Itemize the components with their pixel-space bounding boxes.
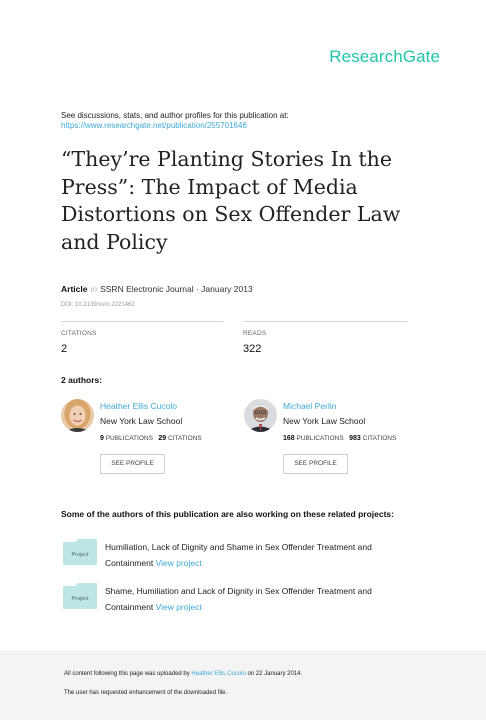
- citations-value: 2: [61, 343, 68, 355]
- citations-label: CITATIONS: [61, 330, 97, 337]
- upload-prefix: All content following this page was uploaded by: [64, 671, 190, 677]
- author-publications-count: 168: [283, 435, 295, 442]
- see-profile-button[interactable]: SEE PROFILE: [100, 454, 165, 474]
- reads-value: 322: [243, 343, 262, 355]
- project-icon-label: Project: [71, 552, 89, 558]
- related-project: [63, 583, 423, 617]
- author-citations-count: 29: [158, 435, 167, 442]
- author-avatar[interactable]: [244, 399, 277, 432]
- publication-link[interactable]: https://www.researchgate.net/publication/255701646: [61, 121, 247, 130]
- citations-divider: [61, 321, 223, 322]
- project-title: Humiliation, Lack of Dignity and Shame in Sex Offender Treatment and Containment: [105, 542, 372, 568]
- reads-divider: [243, 321, 407, 322]
- discussion-note: [61, 111, 289, 131]
- author-publications-count: 9: [100, 435, 104, 442]
- author-citations-count: 983: [349, 435, 361, 442]
- discussion-text: See discussions, stats, and author profiles for this publication at:: [61, 111, 289, 120]
- author-name[interactable]: Michael Perlin: [283, 401, 337, 411]
- author-citations-label: CITATIONS: [167, 435, 202, 442]
- author-card: [61, 399, 241, 479]
- author-stats: [100, 435, 202, 442]
- view-project-link[interactable]: View project: [155, 558, 202, 568]
- publication-type: Article: [61, 284, 88, 294]
- project-icon-label: Project: [71, 596, 89, 602]
- project-title: Shame, Humiliation and Lack of Dignity in Sex Offender Treatment and Containment: [105, 586, 372, 612]
- upload-note: [64, 671, 302, 677]
- uploader-link[interactable]: Heather Ellis Cucolo: [191, 671, 246, 677]
- author-citations-label: CITATIONS: [362, 435, 397, 442]
- publication-venue-date: SSRN Electronic Journal · January 2013: [100, 284, 253, 294]
- publication-meta: [61, 284, 253, 294]
- project-folder-icon: [63, 539, 97, 565]
- in-word: in: [90, 284, 98, 294]
- authors-heading: 2 authors:: [61, 375, 103, 385]
- publication-doi: DOI: 10.2139/ssrn.2221462: [61, 302, 135, 308]
- view-project-link[interactable]: View project: [155, 602, 202, 612]
- publication-title: “They’re Planting Stories In the Press”: The Impact of Media Distortions on Sex Offender Law and Policy: [61, 147, 401, 254]
- author-institution: New York Law School: [283, 416, 366, 426]
- related-project: [63, 539, 423, 573]
- researchgate-logo: ResearchGate: [329, 47, 440, 66]
- footer: [0, 650, 486, 720]
- author-publications-label: PUBLICATIONS: [105, 435, 153, 442]
- reads-label: READS: [243, 330, 267, 337]
- upload-suffix: on 22 January 2014.: [247, 671, 303, 677]
- project-description: [105, 539, 415, 571]
- author-avatar[interactable]: [61, 399, 94, 432]
- related-projects-heading: Some of the authors of this publication are also working on these related projects:: [61, 509, 394, 519]
- see-profile-button[interactable]: SEE PROFILE: [283, 454, 348, 474]
- project-description: [105, 583, 415, 615]
- project-folder-icon: [63, 583, 97, 609]
- author-publications-label: PUBLICATIONS: [296, 435, 344, 442]
- author-stats: [283, 435, 396, 442]
- enhancement-note: The user has requested enhancement of the downloaded file.: [64, 690, 228, 696]
- author-institution: New York Law School: [100, 416, 183, 426]
- author-name[interactable]: Heather Ellis Cucolo: [100, 401, 178, 411]
- author-card: [244, 399, 424, 479]
